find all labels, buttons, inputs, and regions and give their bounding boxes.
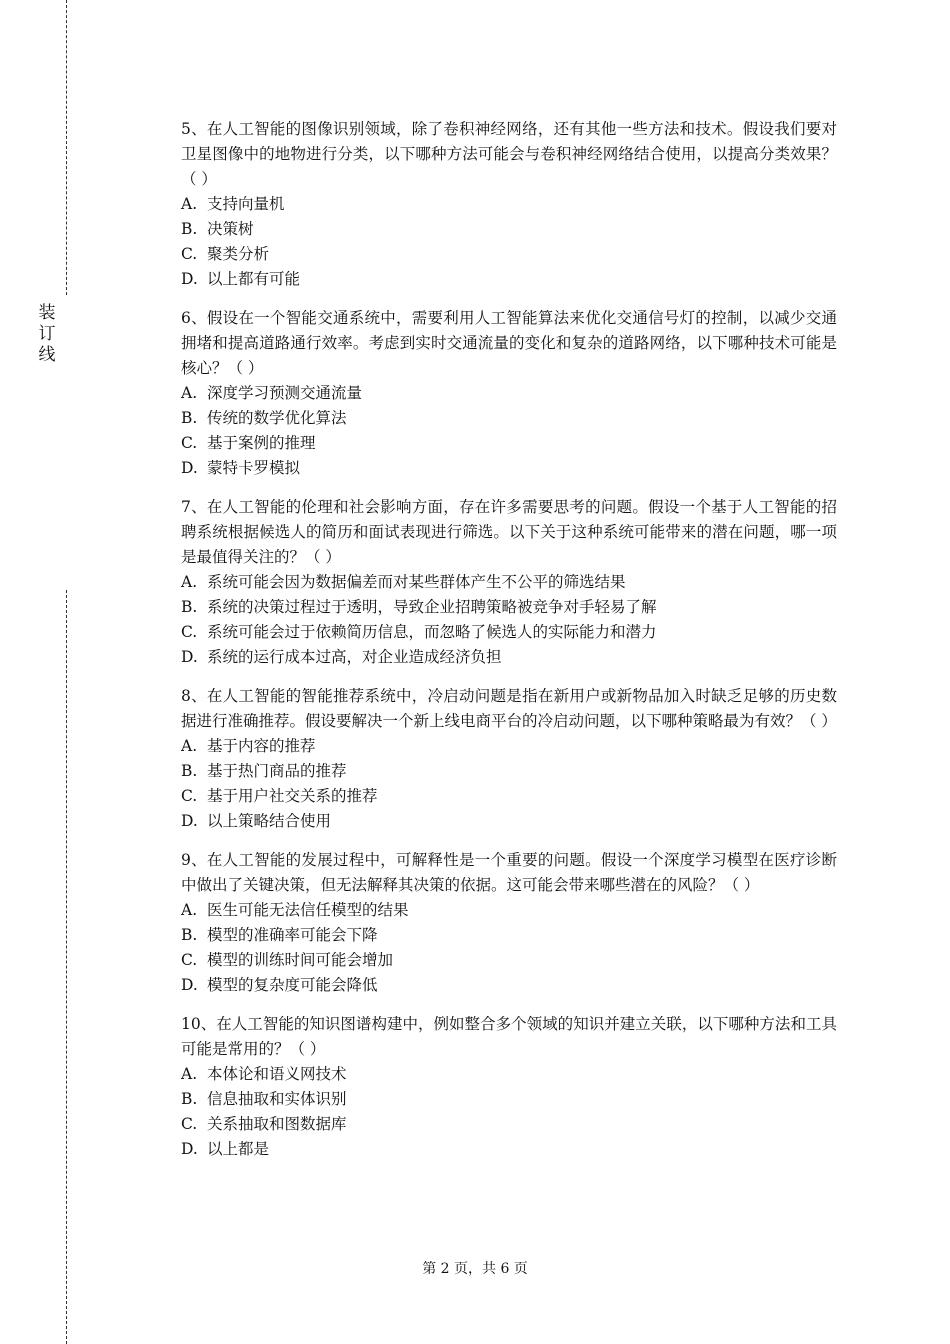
option-text: 医生可能无法信任模型的结果 — [207, 901, 409, 919]
option-letter: D. — [181, 1140, 198, 1158]
option-letter: B. — [181, 220, 198, 238]
option-letter: A. — [181, 737, 198, 755]
option-letter: B. — [181, 409, 198, 427]
option-text: 系统可能会因为数据偏差而对某些群体产生不公平的筛选结果 — [207, 573, 626, 591]
option-letter: A. — [181, 384, 198, 402]
option-text: 系统的运行成本过高，对企业造成经济负担 — [207, 648, 502, 666]
option-letter: C. — [181, 245, 198, 263]
option-a[interactable] — [181, 1062, 837, 1087]
option-list — [181, 381, 837, 481]
option-b[interactable] — [181, 406, 837, 431]
option-d[interactable] — [181, 456, 837, 481]
option-text: 传统的数学优化算法 — [207, 409, 347, 427]
question-stem: 9、在人工智能的发展过程中，可解释性是一个重要的问题。假设一个深度学习模型在医疗诊断中做出了关键决策，但无法解释其决策的依据。这可能会带来哪些潜在的风险？（ ） — [181, 851, 837, 894]
option-text: 系统的决策过程过于透明，导致企业招聘策略被竞争对手轻易了解 — [207, 598, 657, 616]
question-10 — [181, 1012, 837, 1162]
option-letter: D. — [181, 648, 198, 666]
option-text: 模型的训练时间可能会增加 — [207, 951, 394, 969]
option-letter: C. — [181, 951, 198, 969]
option-c[interactable] — [181, 1112, 837, 1137]
option-b[interactable] — [181, 217, 837, 242]
option-letter: B. — [181, 1090, 198, 1108]
option-letter: A. — [181, 573, 198, 591]
option-a[interactable] — [181, 734, 837, 759]
option-text: 关系抽取和图数据库 — [207, 1115, 347, 1133]
option-letter: D. — [181, 812, 198, 830]
option-a[interactable] — [181, 570, 837, 595]
binding-label — [36, 303, 58, 366]
question-8 — [181, 684, 837, 834]
option-b[interactable] — [181, 595, 837, 620]
option-text: 蒙特卡罗模拟 — [207, 459, 301, 477]
option-list — [181, 570, 837, 670]
question-6 — [181, 306, 837, 481]
option-letter: D. — [181, 459, 198, 477]
binding-dashed-line-bottom — [66, 590, 67, 1344]
option-letter: D. — [181, 976, 198, 994]
option-a[interactable] — [181, 898, 837, 923]
option-text: 支持向量机 — [207, 195, 285, 213]
option-a[interactable] — [181, 192, 837, 217]
option-list — [181, 192, 837, 292]
option-d[interactable] — [181, 973, 837, 998]
option-letter: B. — [181, 926, 198, 944]
option-text: 本体论和语义网技术 — [207, 1065, 347, 1083]
option-letter: B. — [181, 762, 198, 780]
option-letter: C. — [181, 623, 198, 641]
binding-dashed-line-top — [66, 0, 67, 295]
option-text: 深度学习预测交通流量 — [207, 384, 363, 402]
option-letter: C. — [181, 787, 198, 805]
option-letter: A. — [181, 901, 198, 919]
option-letter: B. — [181, 598, 198, 616]
option-text: 以上都是 — [207, 1140, 270, 1158]
option-text: 聚类分析 — [207, 245, 270, 263]
option-d[interactable] — [181, 645, 837, 670]
option-d[interactable] — [181, 1137, 837, 1162]
binding-char: 线 — [38, 345, 56, 365]
option-c[interactable] — [181, 242, 837, 267]
question-stem: 8、在人工智能的智能推荐系统中，冷启动问题是指在新用户或新物品加入时缺乏足够的历史数据进行准确推荐。假设要解决一个新上线电商平台的冷启动问题，以下哪种策略最为有效？（ ） — [181, 687, 837, 730]
option-text: 模型的复杂度可能会降低 — [207, 976, 378, 994]
question-7 — [181, 495, 837, 670]
option-b[interactable] — [181, 759, 837, 784]
option-letter: A. — [181, 195, 198, 213]
option-c[interactable] — [181, 431, 837, 456]
question-list — [181, 117, 837, 1176]
question-9 — [181, 848, 837, 998]
option-b[interactable] — [181, 1087, 837, 1112]
option-text: 基于热门商品的推荐 — [207, 762, 347, 780]
option-list — [181, 1062, 837, 1162]
option-text: 信息抽取和实体识别 — [207, 1090, 347, 1108]
option-text: 以上都有可能 — [207, 270, 301, 288]
option-d[interactable] — [181, 267, 837, 292]
option-letter: D. — [181, 270, 198, 288]
question-5 — [181, 117, 837, 292]
question-stem: 5、在人工智能的图像识别领域，除了卷积神经网络，还有其他一些方法和技术。假设我们要对卫星图像中的地物进行分类，以下哪种方法可能会与卷积神经网络结合使用，以提高分类效果？（ ） — [181, 120, 837, 188]
option-d[interactable] — [181, 809, 837, 834]
option-list — [181, 734, 837, 834]
option-c[interactable] — [181, 620, 837, 645]
option-b[interactable] — [181, 923, 837, 948]
option-a[interactable] — [181, 381, 837, 406]
option-list — [181, 898, 837, 998]
question-stem: 6、假设在一个智能交通系统中，需要利用人工智能算法来优化交通信号灯的控制，以减少交通拥堵和提高道路通行效率。考虑到实时交通流量的变化和复杂的道路网络，以下哪种技术可能是核心？（ ） — [181, 309, 837, 377]
option-text: 决策树 — [207, 220, 254, 238]
option-text: 系统可能会过于依赖简历信息，而忽略了候选人的实际能力和潜力 — [207, 623, 657, 641]
binding-char: 装 — [38, 303, 56, 323]
option-letter: C. — [181, 1115, 198, 1133]
option-text: 基于案例的推理 — [207, 434, 316, 452]
option-letter: C. — [181, 434, 198, 452]
option-c[interactable] — [181, 948, 837, 973]
option-text: 基于用户社交关系的推荐 — [207, 787, 378, 805]
option-c[interactable] — [181, 784, 837, 809]
question-stem: 10、在人工智能的知识图谱构建中，例如整合多个领域的知识并建立关联，以下哪种方法和工具可能是常用的？（ ） — [181, 1015, 837, 1058]
binding-char: 订 — [38, 324, 56, 344]
question-stem: 7、在人工智能的伦理和社会影响方面，存在许多需要思考的问题。假设一个基于人工智能的招聘系统根据候选人的简历和面试表现进行筛选。以下关于这种系统可能带来的潜在问题，哪一项是最值得关注的？（ ） — [181, 498, 837, 566]
option-text: 基于内容的推荐 — [207, 737, 316, 755]
page-number: 第 2 页，共 6 页 — [422, 1261, 528, 1277]
option-letter: A. — [181, 1065, 198, 1083]
option-text: 以上策略结合使用 — [207, 812, 332, 830]
option-text: 模型的准确率可能会下降 — [207, 926, 378, 944]
